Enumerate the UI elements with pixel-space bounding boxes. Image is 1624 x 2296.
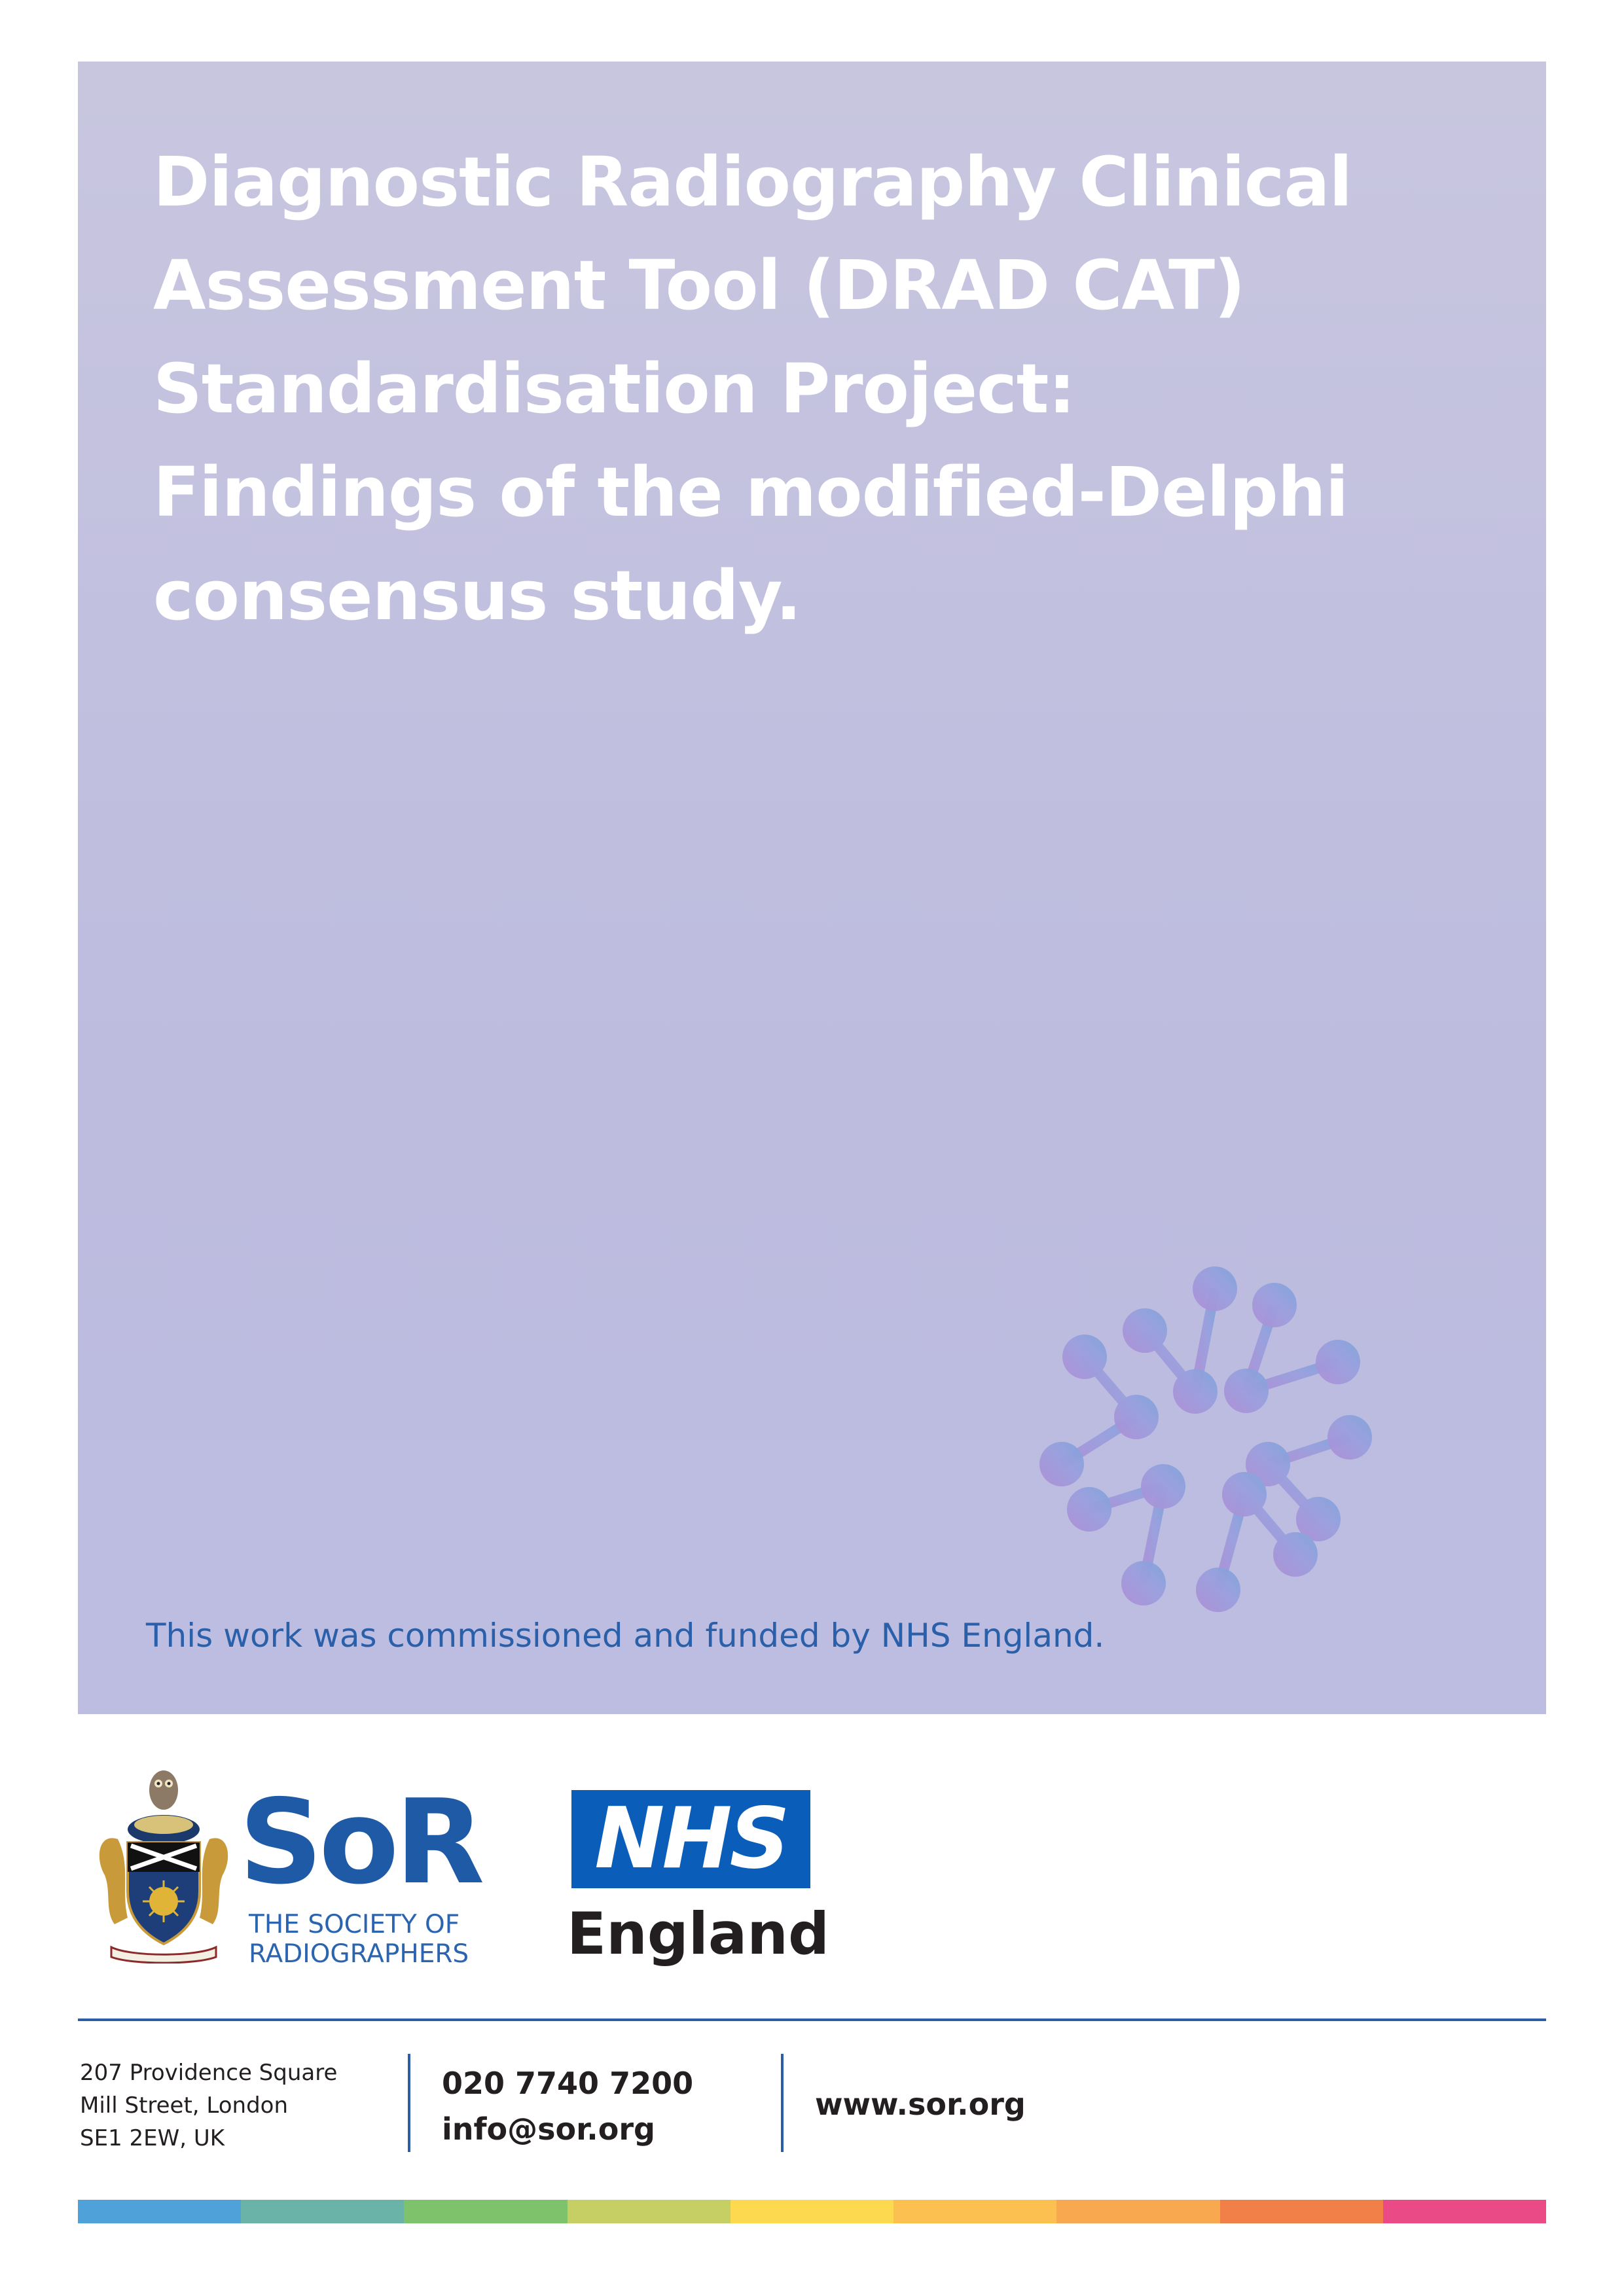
- cover-panel: [78, 62, 1546, 1714]
- title-line-5: consensus study.: [153, 556, 801, 636]
- sor-subtitle-line-1: THE SOCIETY OF: [249, 1910, 460, 1939]
- rainbow-color-bar: [78, 2200, 1546, 2223]
- nhs-logo: [571, 1790, 810, 1888]
- address-line-3: SE1 2EW, UK: [80, 2125, 225, 2151]
- logo-row: [0, 1741, 1624, 1990]
- contact-divider-1: [408, 2054, 410, 2152]
- contact-footer: [0, 2029, 1624, 2160]
- owl-coat-of-arms-icon: [92, 1761, 236, 1964]
- address-line-2: Mill Street, London: [80, 2092, 289, 2119]
- color-bar-segment: [731, 2200, 893, 2223]
- document-title: [153, 130, 1397, 647]
- color-bar-segment: [241, 2200, 404, 2223]
- molecule-network-icon: [1034, 1240, 1546, 1714]
- footer-divider: [78, 2018, 1546, 2021]
- color-bar-segment: [78, 2200, 241, 2223]
- title-line-2: Assessment Tool (DRAD CAT): [153, 245, 1245, 325]
- postal-address: [80, 2056, 337, 2155]
- sor-subtitle: [249, 1910, 469, 1969]
- color-bar-segment: [1056, 2200, 1219, 2223]
- color-bar-segment: [1383, 2200, 1546, 2223]
- funding-note: This work was commissioned and funded by NHS England.: [146, 1617, 1105, 1655]
- nhs-region-label: England: [567, 1900, 829, 1967]
- address-line-1: 207 Providence Square: [80, 2060, 338, 2086]
- nhs-wordmark: NHS: [594, 1790, 787, 1888]
- title-line-3: Standardisation Project:: [153, 349, 1075, 429]
- color-bar-segment: [1220, 2200, 1383, 2223]
- title-line-4: Findings of the modified-Delphi: [153, 452, 1348, 532]
- color-bar-segment: [568, 2200, 731, 2223]
- contact-divider-2: [781, 2054, 784, 2152]
- phone-email-block: [442, 2060, 693, 2152]
- sor-wordmark: SoR: [239, 1774, 481, 1910]
- website-link[interactable]: www.sor.org: [815, 2087, 1026, 2122]
- color-bar-segment: [893, 2200, 1056, 2223]
- phone-number: 020 7740 7200: [442, 2066, 694, 2101]
- email-link[interactable]: info@sor.org: [442, 2111, 655, 2147]
- title-line-1: Diagnostic Radiography Clinical: [153, 142, 1352, 222]
- sor-subtitle-line-2: RADIOGRAPHERS: [249, 1939, 469, 1969]
- color-bar-segment: [404, 2200, 567, 2223]
